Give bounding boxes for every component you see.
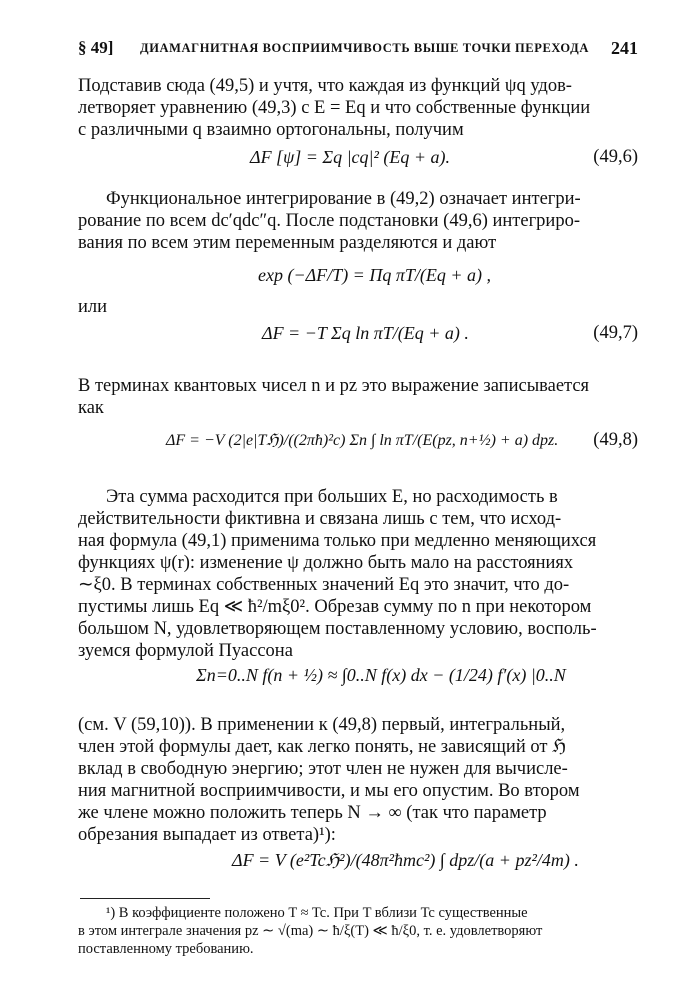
footnote-line: ¹) В коэффициенте положено T ≈ Tc. При T вблизи Tc существенные <box>106 905 528 921</box>
paragraph-2 <box>78 188 640 254</box>
text-line: действительности фиктивна и связана лишь с тем, что исход- <box>78 509 562 529</box>
equation-49-6: ΔF [ψ] = Σq |cq|² (Eq + a). <box>250 147 451 167</box>
running-title: ДИАМАГНИТНАЯ ВОСПРИИМЧИВОСТЬ ВЫШЕ ТОЧКИ ПЕРЕХОДА <box>140 41 589 55</box>
text-line: функциях ψ(r): изменение ψ должно быть мало на расстояниях <box>78 553 574 573</box>
running-header <box>78 38 638 62</box>
text-line: вклад в свободную энергию; этот член не нужен для вычисле- <box>78 759 568 779</box>
text-line: пустимы лишь Eq ≪ ħ²/mξ0². Обрезав сумму по n при некотором <box>78 597 592 617</box>
paragraph-3 <box>78 375 640 419</box>
footnote-rule <box>80 898 210 899</box>
paragraph-5 <box>78 714 640 846</box>
page-number: 241 <box>611 38 638 58</box>
text-line: большом N, удовлетворяющем поставленному условию, восполь- <box>78 619 597 639</box>
text-line: вания по всем этим переменным разделяются и дают <box>78 233 497 253</box>
text-line: Подставив сюда (49,5) и учтя, что каждая из функций ψq удов- <box>78 76 572 96</box>
equation-result: ΔF = V (e²Tcℌ²)/(48π²ħmc²) ∫ dpz/(a + pz²/4m) . <box>232 850 579 870</box>
paragraph-4 <box>78 486 640 662</box>
text-line: Функциональное интегрирование в (49,2) означает интегри- <box>106 189 581 209</box>
text-line: рование по всем dc′qdc″q. После подстановки (49,6) интегриро- <box>78 211 580 231</box>
equation-number: (49,6) <box>593 147 638 167</box>
text-line: летворяет уравнению (49,3) с E = Eq и что собственные функции <box>78 98 591 118</box>
text-line: ния магнитной восприимчивости, и мы его опустим. Во втором <box>78 781 580 801</box>
equation-exp-product: exp (−ΔF/T) = Πq πT/(Eq + a) , <box>258 265 491 285</box>
footnote <box>78 904 640 958</box>
text-line: с различными q взаимно ортогональны, получим <box>78 120 464 140</box>
equation-number: (49,8) <box>593 430 638 450</box>
text-line: обрезания выпадает из ответа)¹): <box>78 825 336 845</box>
equation-49-8: ΔF = −V (2|e|Tℌ)/((2πħ)²c) Σn ∫ ln πT/(E(pz, n+½) + a) dpz. <box>166 432 559 449</box>
text-line: В терминах квантовых чисел n и pz это выражение записывается <box>78 376 590 396</box>
footnote-line: в этом интеграле значения pz ∼ √(ma) ∼ ħ/ξ(T) ≪ ħ/ξ0, т. е. удовлетворяют <box>78 923 543 939</box>
text-line: ∼ξ0. В терминах собственных значений Eq это значит, что до- <box>78 575 570 595</box>
text-line: (см. V (59,10)). В применении к (49,8) первый, интегральный, <box>78 715 566 735</box>
text-line: как <box>78 398 104 418</box>
footnote-line: поставленному требованию. <box>78 941 254 957</box>
text-line: или <box>78 297 108 317</box>
equation-poisson: Σn=0..N f(n + ½) ≈ ∫0..N f(x) dx − (1/24) f′(x) |0..N <box>196 665 566 685</box>
equation-49-7: ΔF = −T Σq ln πT/(Eq + a) . <box>262 323 469 343</box>
word-or <box>78 296 640 318</box>
text-line: зуемся формулой Пуассона <box>78 641 293 661</box>
section-number: § 49] <box>78 38 114 57</box>
text-line: же члене можно положить теперь N → ∞ (так что параметр <box>78 803 547 823</box>
text-line: Эта сумма расходится при больших E, но расходимость в <box>106 487 558 507</box>
text-line: член этой формулы дает, как легко понять, не зависящий от ℌ <box>78 737 567 757</box>
text-line: ная формула (49,1) применима только при медленно меняющихся <box>78 531 597 551</box>
paragraph-1 <box>78 75 640 141</box>
equation-number: (49,7) <box>593 323 638 343</box>
